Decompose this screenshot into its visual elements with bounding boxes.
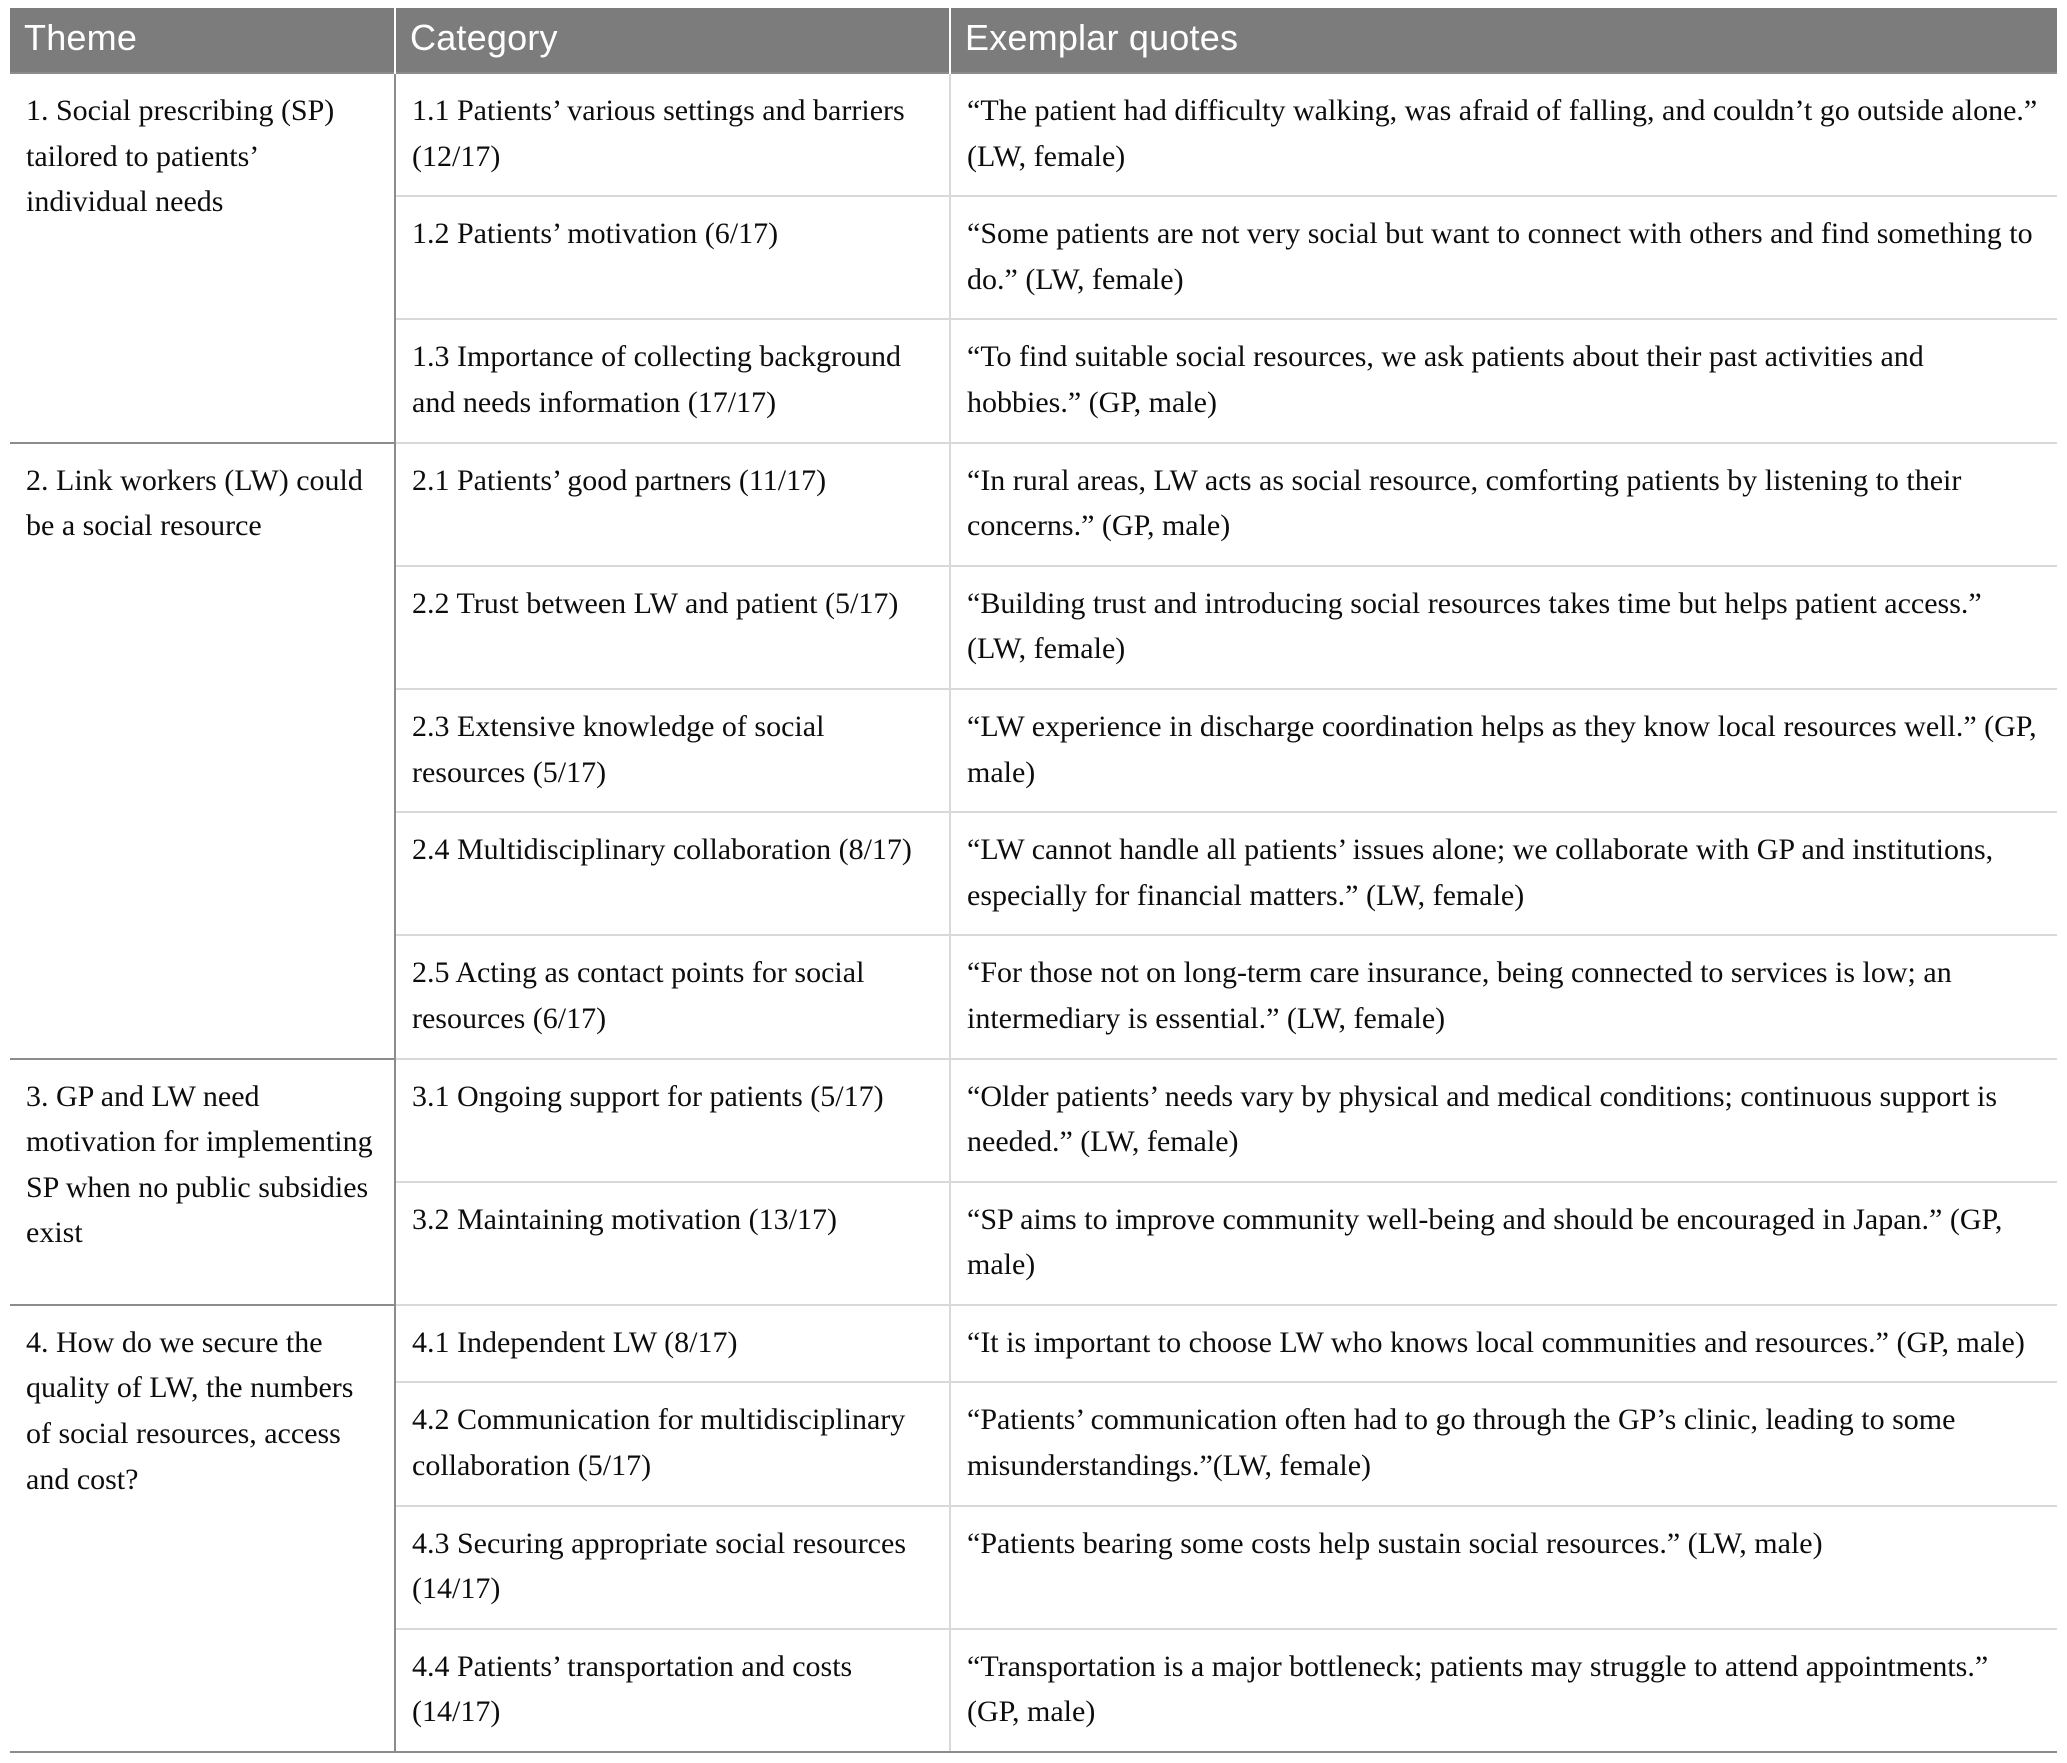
category-cell: 4.2 Communication for multidisciplinary collaboration (5/17)	[395, 1382, 950, 1505]
exemplar-quote-cell: “Building trust and introducing social resources takes time but helps patient access.” (LW, female)	[950, 566, 2057, 689]
category-cell: 2.2 Trust between LW and patient (5/17)	[395, 566, 950, 689]
category-cell: 2.4 Multidisciplinary collaboration (8/17)	[395, 812, 950, 935]
exemplar-quote-cell: “Patients’ communication often had to go through the GP’s clinic, leading to some misunderstandings.”(LW, female)	[950, 1382, 2057, 1505]
category-cell: 1.1 Patients’ various settings and barriers (12/17)	[395, 73, 950, 196]
table-row	[10, 73, 2057, 196]
exemplar-quote-cell: “Some patients are not very social but want to connect with others and find something to do.” (LW, female)	[950, 196, 2057, 319]
exemplar-quote-cell: “The patient had difficulty walking, was afraid of falling, and couldn’t go outside alone.” (LW, female)	[950, 73, 2057, 196]
exemplar-quote-cell: “Transportation is a major bottleneck; patients may struggle to attend appointments.” (GP, male)	[950, 1629, 2057, 1752]
exemplar-quote-cell: “To find suitable social resources, we ask patients about their past activities and hobbies.” (GP, male)	[950, 319, 2057, 442]
category-cell: 3.2 Maintaining motivation (13/17)	[395, 1182, 950, 1305]
category-cell: 4.3 Securing appropriate social resources (14/17)	[395, 1506, 950, 1629]
exemplar-quote-cell: “Patients bearing some costs help sustain social resources.” (LW, male)	[950, 1506, 2057, 1629]
category-cell: 2.1 Patients’ good partners (11/17)	[395, 443, 950, 566]
table-header	[10, 8, 2057, 73]
theme-cell: 1. Social prescribing (SP) tailored to patients’ individual needs	[10, 73, 395, 443]
exemplar-quote-cell: “For those not on long-term care insurance, being connected to services is low; an intermediary is essential.” (LW, female)	[950, 935, 2057, 1058]
column-header-category: Category	[395, 8, 950, 73]
category-cell: 2.3 Extensive knowledge of social resources (5/17)	[395, 689, 950, 812]
table-row	[10, 443, 2057, 566]
category-cell: 4.4 Patients’ transportation and costs (14/17)	[395, 1629, 950, 1752]
category-cell: 4.1 Independent LW (8/17)	[395, 1305, 950, 1383]
exemplar-quote-cell: “Older patients’ needs vary by physical and medical conditions; continuous support is needed.” (LW, female)	[950, 1059, 2057, 1182]
table-header-row	[10, 8, 2057, 73]
table-body	[10, 73, 2057, 1752]
category-cell: 1.3 Importance of collecting background and needs information (17/17)	[395, 319, 950, 442]
column-header-theme: Theme	[10, 8, 395, 73]
column-header-exemplar-quotes: Exemplar quotes	[950, 8, 2057, 73]
category-cell: 2.5 Acting as contact points for social resources (6/17)	[395, 935, 950, 1058]
table-row	[10, 1305, 2057, 1383]
exemplar-quote-cell: “LW cannot handle all patients’ issues alone; we collaborate with GP and institutions, especially for financial matters.” (LW, female)	[950, 812, 2057, 935]
theme-cell: 2. Link workers (LW) could be a social resource	[10, 443, 395, 1059]
theme-cell: 3. GP and LW need motivation for implementing SP when no public subsidies exist	[10, 1059, 395, 1305]
exemplar-quote-cell: “It is important to choose LW who knows local communities and resources.” (GP, male)	[950, 1305, 2057, 1383]
category-cell: 3.1 Ongoing support for patients (5/17)	[395, 1059, 950, 1182]
table-row	[10, 1059, 2057, 1182]
exemplar-quote-cell: “SP aims to improve community well-being and should be encouraged in Japan.” (GP, male)	[950, 1182, 2057, 1305]
theme-cell: 4. How do we secure the quality of LW, the numbers of social resources, access and cost?	[10, 1305, 395, 1752]
themes-categories-quotes-table	[10, 8, 2057, 1753]
exemplar-quote-cell: “In rural areas, LW acts as social resource, comforting patients by listening to their concerns.” (GP, male)	[950, 443, 2057, 566]
category-cell: 1.2 Patients’ motivation (6/17)	[395, 196, 950, 319]
exemplar-quote-cell: “LW experience in discharge coordination helps as they know local resources well.” (GP, male)	[950, 689, 2057, 812]
